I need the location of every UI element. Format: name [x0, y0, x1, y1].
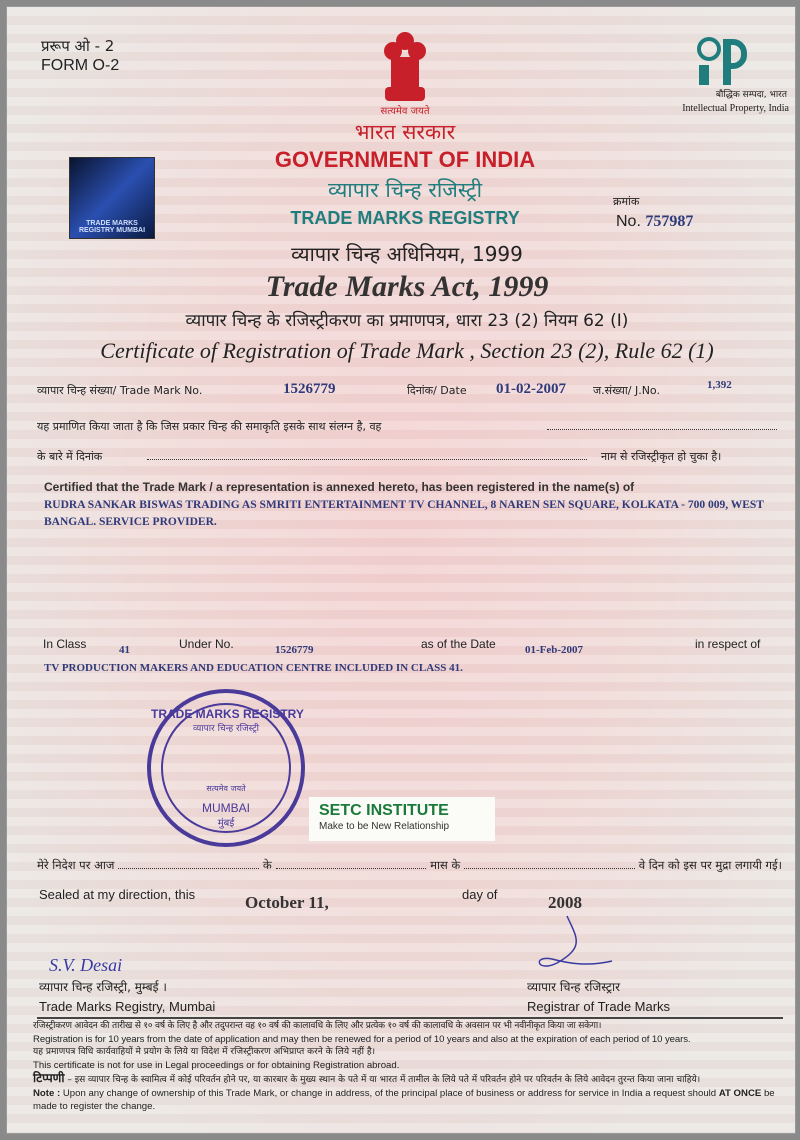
registrar-signature-icon	[527, 913, 617, 977]
note-text: Upon any change of ownership of this Trade Mark, or change in address, of the principal place of business or address for service in India a request should	[62, 1088, 717, 1099]
as-of-date-label: as of the Date	[421, 637, 496, 651]
stamp-city-hindi: मुंबई	[217, 818, 235, 829]
registry-label: Trade Marks Registry, Mumbai	[39, 999, 216, 1014]
stamp-text: TRADE MARKS REGISTRY	[151, 707, 304, 721]
class-label: In Class	[43, 637, 87, 651]
as-of-date: 01-Feb-2007	[525, 644, 584, 656]
national-emblem-icon	[377, 27, 433, 105]
serial-value: 757987	[645, 213, 694, 230]
footer-tippani-text: – इस व्यापार चिन्ह के स्वामित्व में कोई परिवर्तन होने पर, या कारबार के मुख्य स्थान के पते में या भारत में तामील के लिये पते में परिवर्तन होने पर परिवर्तन के लिये आवेदन तुरन्त किया जाना चाहिये।	[67, 1075, 701, 1085]
stamp-hindi: व्यापार चिन्ह रजिस्ट्री	[192, 724, 260, 734]
note-end: be made to register the change.	[33, 1088, 775, 1112]
registrar-hindi: व्यापार चिन्ह रजिस्ट्रार	[527, 980, 620, 994]
seal-hindi-d: वे दिन को इस पर मुद्रा लगायी गई।	[638, 858, 782, 872]
certificate-title-hindi: व्यापार चिन्ह के रजिस्ट्रीकरण का प्रमाणपत्र, धारा 23 (2) नियम 62 (I)	[185, 311, 629, 331]
footer-note	[33, 1087, 789, 1113]
form-number: FORM O-2	[41, 57, 120, 74]
hindi-date-label: के बारे में दिनांक	[37, 450, 103, 463]
hindi-registered-line: नाम से रजिस्ट्रीकृत हो चुका है।	[601, 450, 722, 463]
footer-hindi-3	[33, 1072, 789, 1087]
trade-mark-no-label: व्यापार चिन्ह संख्या/ Trade Mark No.	[37, 384, 203, 397]
certified-statement: Certified that the Trade Mark / a representation is annexed hereto, has been registered in the name(s) of	[44, 480, 635, 494]
seal-hindi-a: मेरे निदेश पर आज	[37, 858, 115, 872]
serial-label-hindi: क्रमांक	[613, 195, 640, 208]
date-label: दिनांक/ Date	[407, 384, 467, 397]
footer-en-2: This certificate is not for use in Legal proceedings or for obtaining Registration abroad.	[33, 1060, 400, 1071]
serial-number	[616, 212, 693, 231]
footer-divider	[37, 1017, 783, 1019]
footer-en-1: Registration is for 10 years from the date of application and may then be renewed for a period of 10 years and also at the expiration of each period of 10 years.	[33, 1034, 691, 1045]
certificate	[6, 6, 796, 1134]
seal-hindi-b: के	[262, 858, 272, 872]
footer-notes	[33, 1020, 789, 1113]
date-value: 01-02-2007	[496, 381, 566, 397]
act-title-hindi: व्यापार चिन्ह अधिनियम, 1999	[291, 242, 523, 266]
registry-signature: S.V. Desai	[49, 955, 123, 975]
proprietor-details: RUDRA SANKAR BISWAS TRADING AS SMRITI ENTERTAINMENT TV CHANNEL, 8 NAREN SEN SQUARE, KOLKATA - 700 009, WEST BANGAL. SERVICE PROVIDER.	[44, 499, 764, 528]
act-title: Trade Marks Act, 1999	[265, 270, 549, 303]
registry-title-hindi: व्यापार चिन्ह रजिस्ट्री	[327, 178, 483, 202]
sticker-title: SETC INSTITUTE	[319, 802, 449, 819]
ip-india-label: Intellectual Property, India	[682, 103, 789, 114]
government-title-hindi: भारत सरकार	[354, 120, 456, 144]
hindi-certify-line: यह प्रमाणित किया जाता है कि जिस प्रकार चिन्ह की समाकृति इसके साथ संलग्न है, वह	[37, 420, 382, 433]
registrar-label: Registrar of Trade Marks	[527, 999, 671, 1014]
ip-india-logo-icon	[697, 37, 751, 87]
trade-mark-no: 1526779	[283, 381, 336, 397]
stamp-motto: सत्यमेव जयते	[206, 784, 246, 793]
certificate-title: Certificate of Registration of Trade Mark , Section 23 (2), Rule 62 (1)	[100, 338, 714, 363]
stamp-city: MUMBAI	[202, 801, 250, 815]
in-respect-of-label: in respect of	[695, 637, 761, 651]
setc-sticker	[309, 797, 495, 841]
sealed-year: 2008	[548, 893, 582, 912]
hologram-sticker	[69, 157, 155, 239]
serial-label: No.	[616, 213, 641, 230]
goods-services: TV PRODUCTION MAKERS AND EDUCATION CENTRE INCLUDED IN CLASS 41.	[44, 662, 463, 674]
emblem-motto: सत्यमेव जयते	[380, 106, 430, 117]
under-no-label: Under No.	[179, 637, 234, 651]
seal-hindi-c: मास के	[430, 858, 461, 872]
j-no: 1,392	[707, 379, 732, 391]
registry-title: TRADE MARKS REGISTRY	[290, 208, 520, 228]
hindi-seal-line	[37, 857, 782, 873]
form-number-hindi: प्ररूप ओ - 2	[41, 37, 115, 55]
registry-seal-stamp	[147, 689, 305, 847]
ip-india-hindi: बौद्धिक सम्पदा, भारत	[715, 90, 787, 100]
class-value: 41	[119, 644, 130, 656]
government-title: GOVERNMENT OF INDIA	[274, 147, 536, 172]
registry-hindi: व्यापार चिन्ह रजिस्ट्री, मुम्बई ।	[39, 980, 167, 994]
footer-tippani-label: टिप्पणी	[33, 1071, 65, 1085]
day-of-label: day of	[462, 887, 498, 902]
hologram-text: TRADE MARKS REGISTRY MUMBAI	[78, 220, 146, 234]
sticker-tagline: Make to be New Relationship	[319, 821, 450, 832]
under-no-value: 1526779	[275, 644, 314, 656]
note-bold: AT ONCE	[718, 1088, 762, 1099]
j-no-label: ज.संख्या/ J.No.	[593, 384, 660, 397]
footer-hindi-1: रजिस्ट्रीकरण आवेदन की तारीख से १० वर्ष के लिए है और तदुपरान्त वह १० वर्ष की कालावधि के लिए और प्रत्येक १० वर्ष की कालावधि के अवसान पर भी नवीनीकृत किया जा सकेगा।	[33, 1021, 602, 1031]
note-label: Note :	[33, 1088, 61, 1099]
sealed-label: Sealed at my direction, this	[39, 887, 196, 902]
footer-hindi-2: यह प्रमाणपत्र विधि कार्यवाहियों मे प्रयोग के लिये या विदेश में रजिस्ट्रीकरण अभिप्राप्त करने के लिये नहीं है।	[33, 1047, 376, 1057]
sealed-date: October 11,	[245, 893, 329, 912]
